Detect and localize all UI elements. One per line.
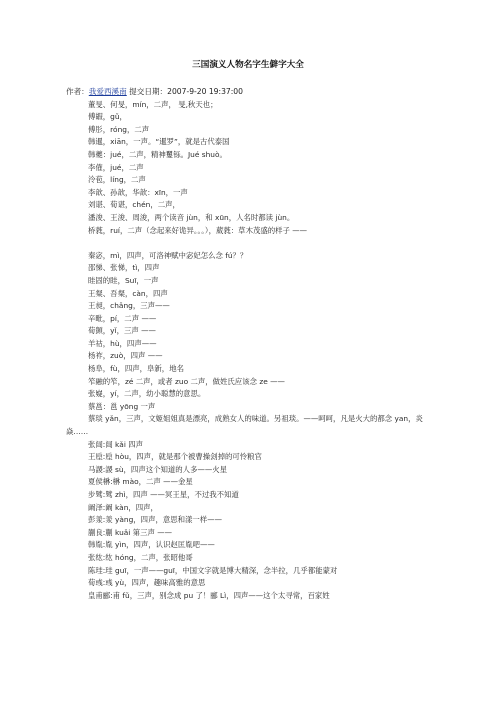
text-line: 蔡邕：邕 yōng 一声 — [88, 401, 156, 411]
text-line: 李歆、孙歆，华歆：xīn，一声 — [88, 187, 188, 197]
text-line: 傅嘏，gǔ， — [88, 112, 127, 122]
text-line: 秦宓，mì，四声，可洛神赋中宓妃怎么念 fú？？ — [88, 250, 248, 260]
author-link[interactable]: 我爱西溪南 — [88, 87, 127, 96]
text-line: 辛毗，pí，二声 —— — [88, 313, 157, 323]
text-line: 阚泽:阚 kàn，四声， — [88, 502, 158, 512]
text-line: 李傕，jué，二声 — [88, 162, 144, 172]
text-line: 韩夔：jué，二声，精神矍铄。Jué shuò。 — [88, 149, 227, 159]
text-line: 邵悌、张悌，tì，四声 — [88, 263, 160, 273]
text-line: 张纮:纮 hóng，二声，张昭他哥 — [88, 552, 193, 562]
post-meta — [66, 86, 426, 97]
text-line: 蔡琰 yǎn，三声，文姬姐姐真是漂亮，成熟女人的味道。另祖琰。——呵呵，凡是火大的都念 yan，炎焱…… — [66, 414, 423, 437]
text-line: 韩暹，xiān，一声。“暹罗”，就是古代泰国 — [88, 137, 230, 147]
blank-line — [66, 237, 432, 250]
text-line: 王昶，chǎng，三声—— — [88, 301, 170, 311]
text-line: 蒯良:蒯 kuǎi 第三声 —— — [88, 527, 172, 537]
text-line: 笮融的笮，zé 二声，或者 zuo 二声，做姓氏应该念 ze —— — [88, 376, 285, 386]
text-line: 傅肜，róng，二声 — [88, 124, 150, 134]
author-label: 作者： — [66, 87, 89, 96]
text-line: 刘谌、荀谌，chén，二声， — [88, 200, 180, 210]
text-line: 王粲、吾粲，càn，四声 — [88, 288, 168, 298]
body-text — [66, 99, 432, 603]
document-title: 三国演义人物名字生僻字大全 — [192, 60, 304, 70]
post-date: 提交日期：2007-9-20 19:37:00 — [126, 87, 243, 96]
text-line: 潘浚、王浚、周浚，两个读音 jùn，和 xūn，人名时都读 jùn。 — [88, 212, 295, 222]
text-line: 张闿:闿 kǎi 四声 — [88, 439, 144, 449]
text-line: 杨祚，zuò，四声 —— — [88, 351, 163, 361]
text-line: 皇甫郦:甫 fǔ，三声，别念成 pu 了！郦 Lì，四声——这个太寻常，百家姓 — [88, 590, 330, 600]
text-line: 夏侯楙:楙 mào，二声 ——金星 — [88, 477, 193, 487]
text-line: 马謖:謖 sù，四声这个知道的人多——火星 — [88, 464, 228, 474]
text-line: 陈珪:珪 guī，一声——guī，中国文字就是博大精深，念半拉，几乎都能蒙对 — [88, 565, 338, 575]
text-line: 步骘:骘 zhì，四声 ——冥王星，不过我不知道 — [88, 490, 239, 499]
text-line: 王垕:垕 hòu，四声，就是那个被曹操刽掉的可怜粮官 — [88, 452, 262, 462]
text-line: 荀顗，yǐ，三声 —— — [88, 326, 156, 336]
text-line: 韩胤:胤 yìn，四声，认识赵匡胤吧—— — [88, 540, 215, 550]
text-line: 羊祜，hù，四声—— — [88, 338, 157, 348]
text-line: 董旻、何旻，mín，二声， 旻,秋天也； — [88, 99, 218, 109]
text-line: 荀彧:彧 yù，四声，趣味高雅的意思 — [88, 578, 206, 588]
text-line: 眭固的眭，Suī，一声 — [88, 275, 159, 285]
text-line: 张嶷，yí，二声，幼小聪慧的意思。 — [88, 389, 206, 399]
text-line: 泠苞，líng，二声 — [88, 175, 146, 185]
text-line: 彭羕:羕 yàng，四声，意思和漾一样—— — [88, 515, 222, 525]
text-line: 杨阜，fù，四声，阜新，地名 — [88, 364, 184, 374]
text-line: 桥蕤，ruí，二声（念起来好诡异。。。），葳蕤：草木茂盛的样子 —— — [88, 225, 308, 235]
